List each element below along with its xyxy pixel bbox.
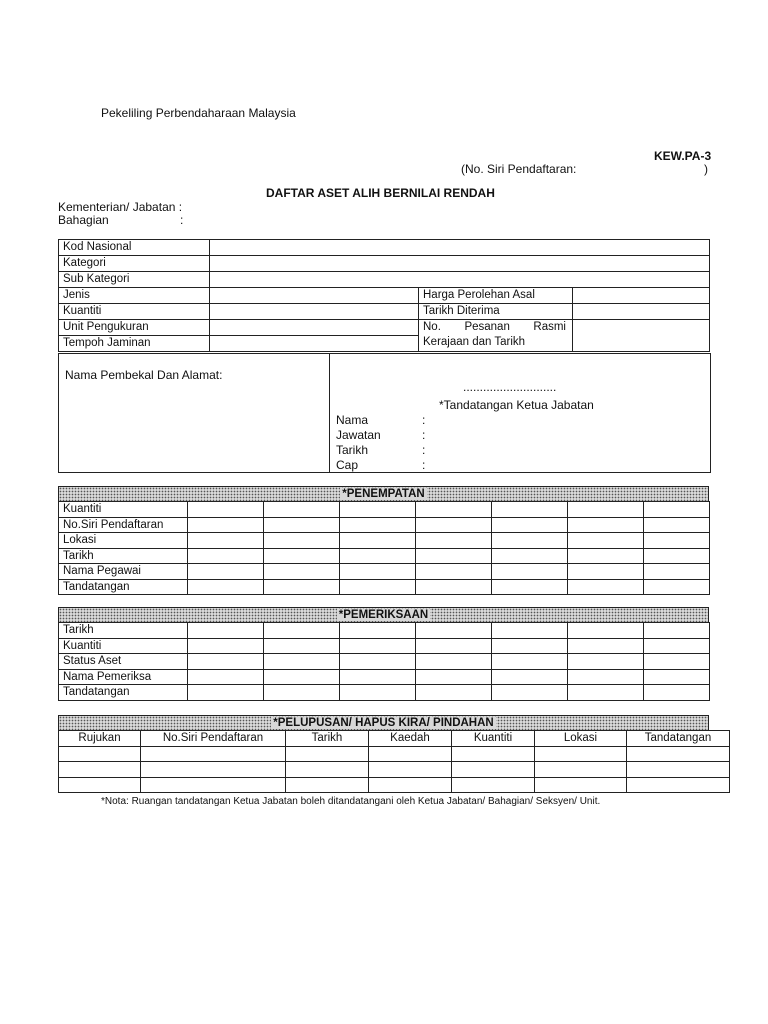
disposal-header-row: [59, 731, 730, 747]
placement-cell[interactable]: [264, 517, 340, 533]
label-pesanan-line2: Kerajaan dan Tarikh: [423, 336, 526, 348]
disposal-cell[interactable]: [141, 777, 286, 793]
inspection-cell[interactable]: [568, 654, 644, 670]
inspection-cell[interactable]: [492, 685, 568, 701]
placement-cell[interactable]: [644, 564, 710, 580]
label-pesanan-no: No.: [423, 321, 441, 333]
placement-cell[interactable]: [340, 579, 416, 595]
inspection-cell[interactable]: [188, 654, 264, 670]
placement-row: [59, 517, 710, 533]
inspection-row-label: Nama Pemeriksa: [59, 669, 188, 685]
inspection-cell[interactable]: [188, 685, 264, 701]
label-jenis: Jenis: [59, 288, 210, 304]
field-kod-nasional[interactable]: [210, 240, 710, 256]
ministry-label: Kementerian/ Jabatan :: [58, 200, 183, 214]
signature-dots: ............................: [463, 380, 557, 394]
inspection-cell[interactable]: [340, 638, 416, 654]
label-kuantiti: Kuantiti: [59, 304, 210, 320]
placement-cell[interactable]: [340, 548, 416, 564]
field-jenis[interactable]: [210, 288, 419, 304]
disposal-cell[interactable]: [452, 777, 535, 793]
disposal-title: *PELUPUSAN/ HAPUS KIRA/ PINDAHAN: [273, 717, 494, 729]
disposal-row: [59, 746, 730, 762]
inspection-cell[interactable]: [644, 638, 710, 654]
placement-cell[interactable]: [264, 564, 340, 580]
inspection-row-label: Tarikh: [59, 623, 188, 639]
page-title: DAFTAR ASET ALIH BERNILAI RENDAH: [266, 186, 495, 200]
disposal-column-header: Rujukan: [59, 731, 141, 747]
label-tarikh-diterima: Tarikh Diterima: [419, 304, 573, 320]
form-code: KEW.PA-3: [654, 149, 712, 163]
disposal-cell[interactable]: [627, 762, 730, 778]
inspection-cell[interactable]: [416, 669, 492, 685]
disposal-row: [59, 762, 730, 778]
inspection-cell[interactable]: [568, 669, 644, 685]
field-unit-pengukuran[interactable]: [210, 320, 419, 336]
label-harga: Harga Perolehan Asal: [419, 288, 573, 304]
field-sub-kategori[interactable]: [210, 272, 710, 288]
inspection-row-label: Tandatangan: [59, 685, 188, 701]
label-kategori: Kategori: [59, 256, 210, 272]
disposal-table: [58, 730, 730, 793]
disposal-column-header: No.Siri Pendaftaran: [141, 731, 286, 747]
footnote: *Nota: Ruangan tandatangan Ketua Jabatan boleh ditandatangani oleh Ketua Jabatan/ Bahagian/ Seksyen/ Unit.: [101, 796, 601, 807]
placement-row-label: Lokasi: [59, 533, 188, 549]
label-sub-kategori: Sub Kategori: [59, 272, 210, 288]
field-kuantiti[interactable]: [210, 304, 419, 320]
disposal-cell[interactable]: [369, 746, 452, 762]
placement-row-label: Tandatangan: [59, 579, 188, 595]
disposal-cell[interactable]: [59, 762, 141, 778]
inspection-cell[interactable]: [644, 623, 710, 639]
inspection-cell[interactable]: [264, 638, 340, 654]
disposal-cell[interactable]: [59, 777, 141, 793]
signer-date-label: Tarikh: [336, 443, 369, 457]
serial-number-label: (No. Siri Pendaftaran:: [461, 162, 577, 176]
field-pesanan[interactable]: [573, 320, 710, 352]
signer-position-colon: :: [422, 428, 426, 442]
inspection-cell[interactable]: [264, 685, 340, 701]
field-kategori[interactable]: [210, 256, 710, 272]
inspection-cell[interactable]: [568, 638, 644, 654]
field-harga[interactable]: [573, 288, 710, 304]
disposal-cell[interactable]: [369, 762, 452, 778]
placement-cell[interactable]: [264, 579, 340, 595]
placement-cell[interactable]: [416, 533, 492, 549]
inspection-row: [59, 669, 710, 685]
inspection-cell[interactable]: [644, 685, 710, 701]
placement-row: [59, 564, 710, 580]
disposal-row: [59, 777, 730, 793]
inspection-cell[interactable]: [340, 669, 416, 685]
placement-cell[interactable]: [264, 502, 340, 518]
inspection-cell[interactable]: [492, 638, 568, 654]
disposal-cell[interactable]: [627, 746, 730, 762]
disposal-cell[interactable]: [369, 777, 452, 793]
disposal-column-header: Tarikh: [286, 731, 369, 747]
field-tarikh-diterima[interactable]: [573, 304, 710, 320]
signer-position-label: Jawatan: [336, 428, 381, 442]
label-unit-pengukuran: Unit Pengukuran: [59, 320, 210, 336]
disposal-cell[interactable]: [535, 746, 627, 762]
placement-cell[interactable]: [264, 548, 340, 564]
label-pesanan-word: Pesanan: [464, 321, 510, 333]
placement-row: [59, 548, 710, 564]
placement-cell[interactable]: [340, 517, 416, 533]
inspection-cell[interactable]: [568, 623, 644, 639]
placement-cell[interactable]: [188, 579, 264, 595]
disposal-cell[interactable]: [286, 746, 369, 762]
signer-stamp-colon: :: [422, 458, 426, 472]
placement-cell[interactable]: [416, 579, 492, 595]
inspection-cell[interactable]: [188, 623, 264, 639]
disposal-cell[interactable]: [286, 777, 369, 793]
division-colon: :: [180, 213, 184, 227]
disposal-column-header: Lokasi: [535, 731, 627, 747]
signer-name-label: Nama: [336, 413, 369, 427]
signer-date-colon: :: [422, 443, 426, 457]
division-label: Bahagian: [58, 213, 109, 227]
inspection-row-label: Kuantiti: [59, 638, 188, 654]
placement-row: [59, 579, 710, 595]
inspection-row: [59, 623, 710, 639]
label-tempoh-jaminan: Tempoh Jaminan: [59, 336, 210, 352]
inspection-cell[interactable]: [264, 654, 340, 670]
placement-cell[interactable]: [264, 533, 340, 549]
placement-cell[interactable]: [188, 517, 264, 533]
placement-cell[interactable]: [340, 533, 416, 549]
placement-cell[interactable]: [340, 564, 416, 580]
disposal-cell[interactable]: [59, 746, 141, 762]
inspection-cell[interactable]: [492, 669, 568, 685]
inspection-table: [58, 622, 710, 701]
placement-cell[interactable]: [492, 533, 568, 549]
placement-row-label: Nama Pegawai: [59, 564, 188, 580]
placement-row-label: Tarikh: [59, 548, 188, 564]
inspection-cell[interactable]: [492, 654, 568, 670]
placement-cell[interactable]: [188, 533, 264, 549]
inspection-row: [59, 654, 710, 670]
inspection-row: [59, 685, 710, 701]
placement-row-label: Kuantiti: [59, 502, 188, 518]
placement-title: *PENEMPATAN: [342, 488, 425, 500]
inspection-cell[interactable]: [188, 669, 264, 685]
signature-label: *Tandatangan Ketua Jabatan: [439, 398, 594, 412]
placement-cell[interactable]: [492, 517, 568, 533]
disposal-banner: [58, 715, 709, 731]
disposal-column-header: Kuantiti: [452, 731, 535, 747]
circular-title: Pekeliling Perbendaharaan Malaysia: [101, 106, 296, 120]
label-pesanan-rasmi: Rasmi: [533, 321, 566, 333]
placement-cell[interactable]: [340, 502, 416, 518]
disposal-cell[interactable]: [141, 762, 286, 778]
inspection-cell[interactable]: [416, 685, 492, 701]
placement-row: [59, 502, 710, 518]
label-kod-nasional: Kod Nasional: [59, 240, 210, 256]
supplier-label: Nama Pembekal Dan Alamat:: [65, 368, 223, 382]
placement-table: [58, 501, 710, 595]
inspection-cell[interactable]: [492, 623, 568, 639]
placement-cell[interactable]: [416, 517, 492, 533]
disposal-cell[interactable]: [535, 777, 627, 793]
disposal-cell[interactable]: [452, 762, 535, 778]
placement-cell[interactable]: [568, 564, 644, 580]
inspection-row: [59, 638, 710, 654]
label-pesanan: [419, 320, 573, 352]
inspection-cell[interactable]: [188, 638, 264, 654]
inspection-row-label: Status Aset: [59, 654, 188, 670]
placement-cell[interactable]: [416, 548, 492, 564]
disposal-cell[interactable]: [286, 762, 369, 778]
inspection-cell[interactable]: [264, 669, 340, 685]
placement-cell[interactable]: [416, 502, 492, 518]
inspection-cell[interactable]: [416, 638, 492, 654]
disposal-cell[interactable]: [627, 777, 730, 793]
placement-cell[interactable]: [568, 579, 644, 595]
field-tempoh-jaminan[interactable]: [210, 336, 419, 352]
asset-info-table: [58, 239, 710, 352]
disposal-column-header: Tandatangan: [627, 731, 730, 747]
placement-cell[interactable]: [644, 579, 710, 595]
inspection-cell[interactable]: [416, 623, 492, 639]
placement-cell[interactable]: [644, 502, 710, 518]
placement-cell[interactable]: [644, 533, 710, 549]
disposal-column-header: Kaedah: [369, 731, 452, 747]
inspection-cell[interactable]: [340, 623, 416, 639]
placement-cell[interactable]: [568, 502, 644, 518]
placement-cell[interactable]: [568, 533, 644, 549]
placement-cell[interactable]: [568, 548, 644, 564]
disposal-cell[interactable]: [141, 746, 286, 762]
inspection-cell[interactable]: [644, 669, 710, 685]
signer-stamp-label: Cap: [336, 458, 359, 472]
inspection-cell[interactable]: [264, 623, 340, 639]
box-divider: [329, 354, 330, 472]
supplier-signature-box: [58, 353, 711, 473]
placement-cell[interactable]: [644, 517, 710, 533]
placement-cell[interactable]: [492, 579, 568, 595]
disposal-cell[interactable]: [452, 746, 535, 762]
inspection-banner: [58, 607, 709, 623]
placement-row-label: No.Siri Pendaftaran: [59, 517, 188, 533]
placement-cell[interactable]: [188, 564, 264, 580]
placement-cell[interactable]: [188, 548, 264, 564]
placement-cell[interactable]: [188, 502, 264, 518]
placement-cell[interactable]: [492, 502, 568, 518]
inspection-title: *PEMERIKSAAN: [338, 609, 429, 621]
placement-cell[interactable]: [644, 548, 710, 564]
disposal-cell[interactable]: [535, 762, 627, 778]
serial-number-close: ): [704, 162, 708, 176]
placement-cell[interactable]: [492, 564, 568, 580]
placement-cell[interactable]: [492, 548, 568, 564]
inspection-cell[interactable]: [416, 654, 492, 670]
signer-name-colon: :: [422, 413, 426, 427]
placement-banner: [58, 486, 709, 502]
placement-cell[interactable]: [568, 517, 644, 533]
inspection-cell[interactable]: [340, 685, 416, 701]
placement-cell[interactable]: [416, 564, 492, 580]
inspection-cell[interactable]: [568, 685, 644, 701]
inspection-cell[interactable]: [644, 654, 710, 670]
placement-row: [59, 533, 710, 549]
inspection-cell[interactable]: [340, 654, 416, 670]
